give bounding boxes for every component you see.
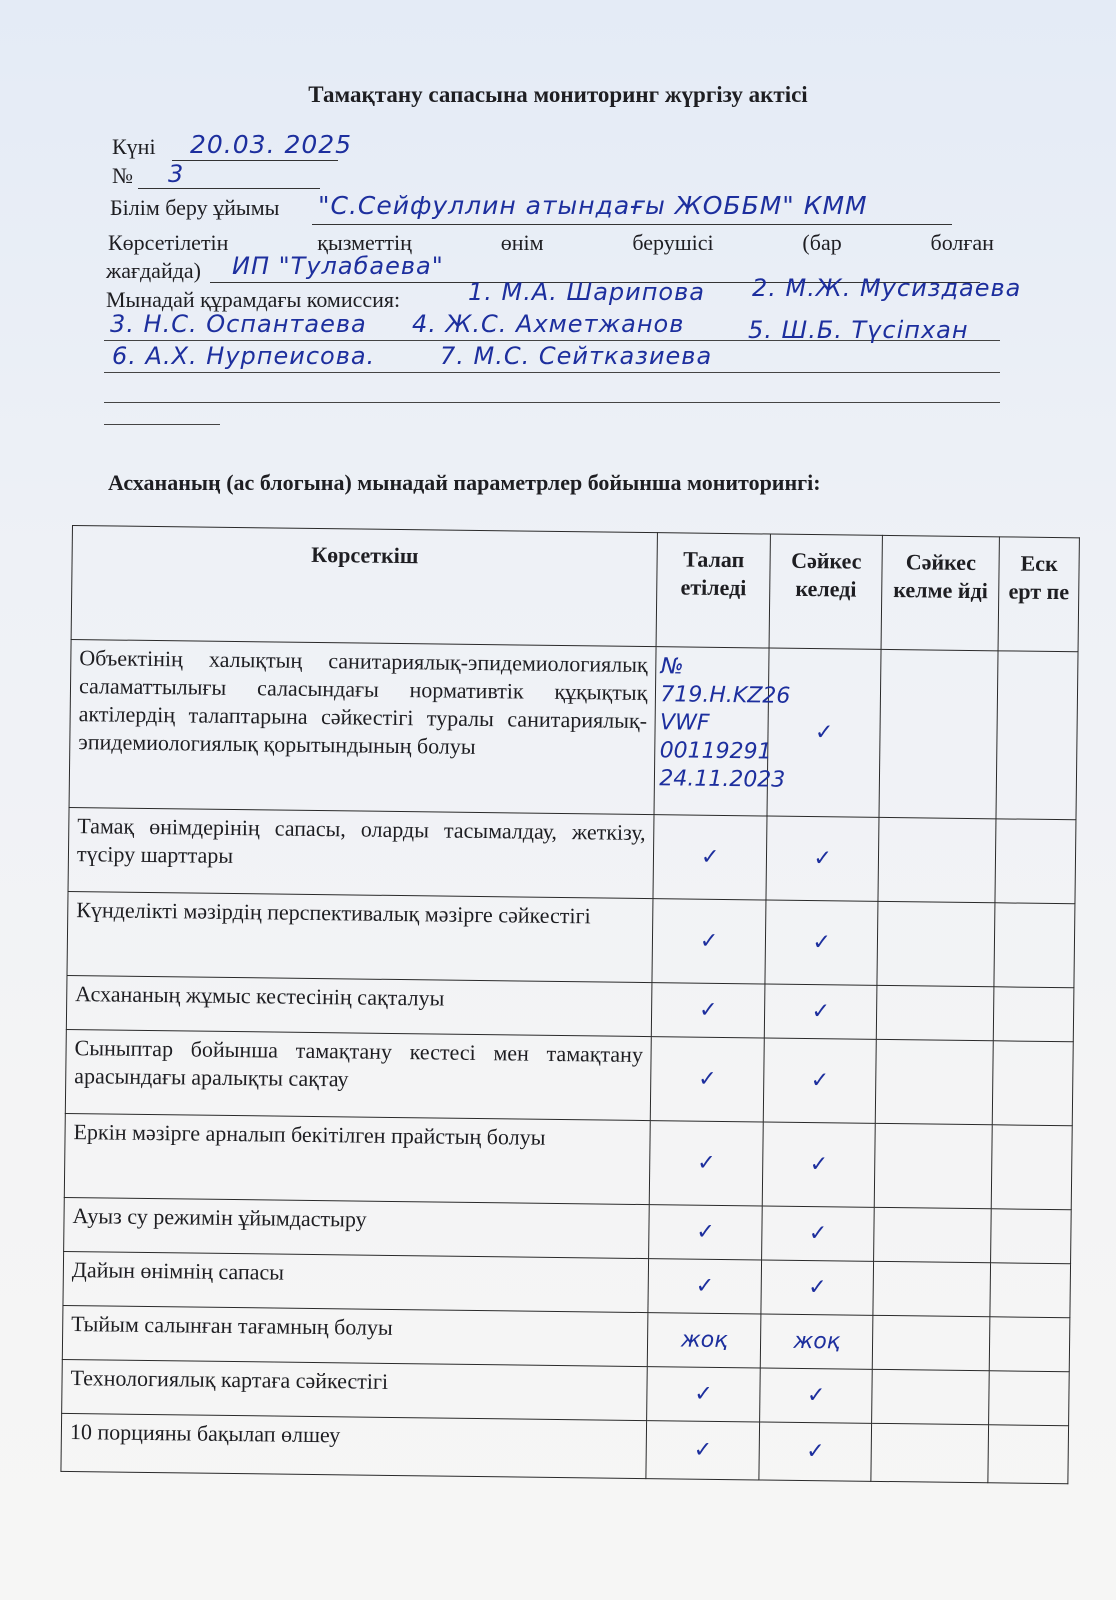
- noncompliant-cell: [876, 1039, 994, 1124]
- org-label: Білім беру ұйымы: [110, 195, 280, 220]
- noncompliant-cell: [873, 1261, 990, 1316]
- required-check-mark: ✓: [651, 1037, 765, 1122]
- license-line: VWF: [659, 710, 710, 736]
- commission-member-7: 7. М.С. Сейтказиева: [440, 342, 713, 370]
- compliant-check-mark: ✓: [760, 1368, 873, 1423]
- provider-value: ИП "Тулабаева": [232, 252, 444, 280]
- compliant-check-mark: ✓: [765, 900, 879, 985]
- note-cell: [988, 1425, 1069, 1484]
- header-required: Талап етіледі: [656, 533, 770, 648]
- indicator-cell: Асхананың жұмыс кестесінің сақталуы: [66, 975, 652, 1036]
- compliant-check-mark: ✓: [761, 1206, 874, 1261]
- table-row: [68, 807, 1076, 903]
- noncompliant-cell: [874, 1207, 991, 1262]
- table-row: [61, 1413, 1069, 1483]
- compliant-check-mark: ✓: [764, 984, 877, 1039]
- noncompliant-cell: [879, 649, 998, 818]
- table-row: [67, 891, 1075, 987]
- compliant-check-mark: ✓: [762, 1122, 876, 1207]
- compliant-check-mark: ✓: [759, 1422, 872, 1481]
- indicator-cell: Объектінің халықтың санитариялық-эпидемиологиялық саламаттылығы саласындағы нормативтік құқықтық актілердің талаптарына сәйкестігі туралы санитариялық-эпидемиологиялық қорытындының болуы: [69, 639, 656, 814]
- noncompliant-cell: [873, 1315, 990, 1370]
- note-cell: [989, 1317, 1070, 1372]
- compliant-check-mark: ✓: [761, 1260, 874, 1315]
- noncompliant-cell: [878, 817, 996, 902]
- indicator-cell: Тыйым салынған тағамның болуы: [62, 1305, 648, 1366]
- note-cell: [996, 651, 1078, 820]
- license-number-cell: [654, 647, 791, 816]
- required-handwritten-value: жоқ: [648, 1313, 761, 1368]
- compliant-handwritten-value: жоқ: [760, 1314, 873, 1369]
- required-check-mark: ✓: [647, 1367, 760, 1422]
- indicator-cell: Сыныптар бойынша тамақтану кестесі мен тамақтану арасындағы аралықты сақтау: [65, 1029, 651, 1120]
- noncompliant-cell: [875, 1123, 993, 1208]
- note-cell: [991, 1209, 1072, 1264]
- required-check-mark: ✓: [649, 1205, 762, 1260]
- required-check-mark: ✓: [650, 1121, 764, 1206]
- compliant-check-mark: ✓: [766, 816, 880, 901]
- indicator-cell: Күнделікті мәзірдің перспективалық мәзірге сәйкестігі: [67, 891, 653, 982]
- number-underline: [138, 188, 320, 189]
- note-cell: [995, 819, 1076, 904]
- note-cell: [992, 1041, 1073, 1126]
- section-subtitle: Асхананың (ас блогына) мынадай параметрлер бойынша мониторингі:: [108, 470, 821, 495]
- date-value: 20.03. 2025: [190, 130, 353, 159]
- header-compliant: Сәйкес келеді: [769, 534, 883, 649]
- provider-word-5: (бар: [802, 230, 842, 255]
- indicator-cell: Технологиялық картаға сәйкестігі: [62, 1359, 648, 1420]
- provider-word-1: Көрсетілетін: [108, 230, 229, 255]
- number-value: 3: [168, 160, 185, 188]
- table-row: [69, 639, 1078, 819]
- commission-line-3: [104, 402, 1000, 403]
- indicator-cell: Ауыз су режимін ұйымдастыру: [64, 1197, 650, 1258]
- commission-line-4: [104, 424, 220, 425]
- commission-member-5: 5. Ш.Б. Түсіпхан: [748, 316, 969, 344]
- license-line: 719.Н.KZ26: [660, 682, 791, 709]
- commission-label: Мынадай құрамдағы комиссия:: [106, 287, 401, 312]
- indicator-cell: Тамақ өнімдерінің сапасы, оларды тасымалдау, жеткізу, түсіру шарттары: [68, 807, 654, 898]
- indicator-cell: 10 порцияны бақылап өлшеу: [61, 1413, 647, 1478]
- org-value: "С.Сейфуллин атындағы ЖОББМ" КММ: [318, 191, 868, 220]
- table-row: [65, 1029, 1073, 1125]
- header-noncompliant: Сәйкес келме йді: [882, 535, 1000, 650]
- provider-label-line2: жағдайда): [106, 258, 202, 283]
- license-line: 24.11.2023: [659, 766, 786, 793]
- header-indicator: Көрсеткіш: [71, 526, 658, 647]
- provider-word-3: өнім: [500, 230, 544, 255]
- table-header-row: [71, 526, 1079, 652]
- note-cell: [991, 1125, 1072, 1210]
- noncompliant-cell: [871, 1423, 988, 1482]
- provider-word-4: берушісі: [632, 230, 714, 255]
- document-title: Тамақтану сапасына мониторинг жүргізу актісі: [308, 82, 808, 107]
- license-line: №: [660, 654, 684, 680]
- date-label: Күні: [112, 134, 156, 159]
- note-cell: [990, 1263, 1071, 1318]
- provider-word-6: болған: [930, 230, 994, 255]
- note-cell: [993, 987, 1074, 1042]
- header-note: Еск ерт пе: [998, 537, 1079, 652]
- license-line: 00119291: [659, 738, 772, 765]
- note-cell: [994, 903, 1075, 988]
- org-underline: [312, 224, 952, 225]
- required-check-mark: ✓: [652, 899, 766, 984]
- monitoring-table: [60, 525, 1079, 1484]
- indicator-cell: Еркін мәзірге арналып бекітілген прайстың болуы: [64, 1113, 650, 1204]
- commission-member-1: 1. М.А. Шарипова: [468, 278, 705, 306]
- date-underline: [172, 160, 338, 161]
- noncompliant-cell: [872, 1369, 989, 1424]
- number-label: №: [112, 163, 133, 188]
- noncompliant-cell: [877, 901, 995, 986]
- commission-member-6: 6. А.Х. Нурпеисова.: [112, 342, 376, 370]
- required-check-mark: ✓: [652, 983, 765, 1038]
- compliant-check-mark: ✓: [767, 648, 882, 817]
- commission-member-2: 2. М.Ж. Мусиздаева: [752, 274, 1022, 302]
- required-check-mark: ✓: [646, 1421, 759, 1480]
- indicator-cell: Дайын өнімнің сапасы: [63, 1251, 649, 1312]
- required-check-mark: ✓: [653, 815, 767, 900]
- commission-member-4: 4. Ж.С. Ахметжанов: [412, 310, 685, 338]
- compliant-check-mark: ✓: [763, 1038, 877, 1123]
- commission-line-2: [104, 372, 1000, 373]
- noncompliant-cell: [877, 985, 994, 1040]
- required-check-mark: ✓: [648, 1259, 761, 1314]
- provider-word-2: қызметтің: [317, 230, 412, 255]
- commission-member-3: 3. Н.С. Оспантаева: [110, 310, 367, 338]
- note-cell: [989, 1371, 1070, 1426]
- table-row: [64, 1113, 1072, 1209]
